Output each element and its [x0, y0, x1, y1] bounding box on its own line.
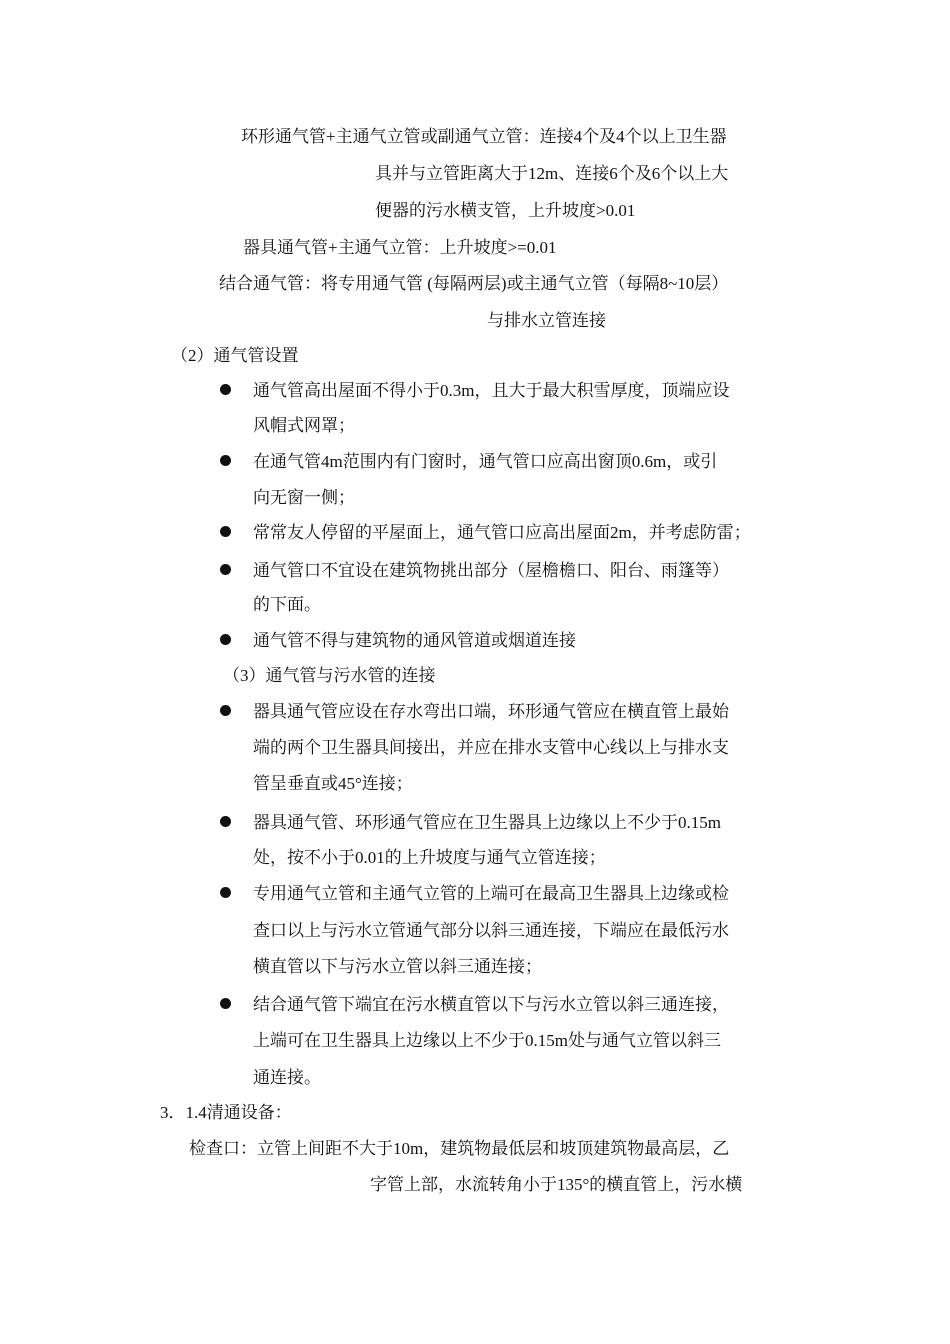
- bullet-icon: [220, 526, 231, 537]
- section2-item-4-line-1: 通气管口不宜设在建筑物挑出部分（屋檐檐口、阳台、雨篷等）: [253, 561, 729, 580]
- section3-item-4-line-3: 通连接。: [253, 1068, 321, 1087]
- ring-vent-line-3: 便器的污水横支管，上升坡度>0.01: [375, 201, 636, 220]
- bullet-icon: [220, 384, 231, 395]
- section3-item-3-line-2: 查口以上与污水立管通气部分以斜三通连接，下端应在最低污水: [253, 921, 729, 940]
- combined-vent-line-2: 与排水立管连接: [487, 311, 606, 330]
- section2-item-1-line-1: 通气管高出屋面不得小于0.3m，且大于最大积雪厚度，顶端应设: [253, 381, 730, 400]
- clean-section-heading: 3．1.4清通设备：: [160, 1103, 292, 1122]
- section2-item-1-line-2: 风帽式网罩；: [253, 416, 355, 435]
- bullet-icon: [220, 564, 231, 575]
- section3-item-4-line-1: 结合通气管下端宜在污水横直管以下与污水立管以斜三通连接，: [253, 995, 729, 1014]
- section2-item-5-line-1: 通气管不得与建筑物的通风管道或烟道连接: [253, 631, 576, 650]
- inspection-line-1: 检查口：立管上间距不大于10m，建筑物最低层和坡顶建筑物最高层，乙: [189, 1139, 730, 1158]
- section3-item-1-line-3: 管呈垂直或45°连接；: [253, 774, 413, 793]
- section3-item-4-line-2: 上端可在卫生器具上边缘以上不少于0.15m处与通气立管以斜三: [253, 1031, 721, 1050]
- section2-item-3-line-1: 常常友人停留的平屋面上，通气管口应高出屋面2m，并考虑防雷；: [253, 523, 751, 542]
- bullet-icon: [220, 887, 231, 898]
- section3-item-2-line-1: 器具通气管、环形通气管应在卫生器具上边缘以上不少于0.15m: [253, 813, 721, 832]
- section3-heading: （3）通气管与污水管的连接: [223, 666, 436, 685]
- section3-item-1-line-1: 器具通气管应设在存水弯出口端，环形通气管应在横直管上最始: [253, 702, 729, 721]
- ring-vent-line-1: 环形通气管+主通气立管或副通气立管：连接4个及4个以上卫生器: [241, 127, 727, 146]
- combined-vent-line-1: 结合通气管：将专用通气管 (每隔两层)或主通气立管（每隔8~10层）: [219, 274, 729, 293]
- fixture-vent-line: 器具通气管+主通气立管：上升坡度>=0.01: [243, 238, 557, 257]
- section2-heading: （2）通气管设置: [171, 346, 299, 365]
- section2-item-4-line-2: 的下面。: [253, 595, 321, 614]
- section3-item-3-line-3: 横直管以下与污水立管以斜三通连接；: [253, 957, 542, 976]
- ring-vent-line-2: 具并与立管距离大于12m、连接6个及6个以上大: [375, 164, 729, 183]
- section3-item-2-line-2: 处，按不小于0.01的上升坡度与通气立管连接；: [253, 848, 606, 867]
- inspection-line-2: 字管上部，水流转角小于135°的横直管上，污水横: [370, 1175, 743, 1194]
- section3-item-1-line-2: 端的两个卫生器具间接出，并应在排水支管中心线以上与排水支: [253, 738, 729, 757]
- bullet-icon: [220, 455, 231, 466]
- bullet-icon: [220, 816, 231, 827]
- section2-item-2-line-2: 向无窗一侧；: [253, 488, 355, 507]
- bullet-icon: [220, 998, 231, 1009]
- section2-item-2-line-1: 在通气管4m范围内有门窗时，通气管口应高出窗顶0.6m，或引: [253, 452, 718, 471]
- section3-item-3-line-1: 专用通气立管和主通气立管的上端可在最高卫生器具上边缘或检: [253, 884, 729, 903]
- bullet-icon: [220, 705, 231, 716]
- bullet-icon: [220, 634, 231, 645]
